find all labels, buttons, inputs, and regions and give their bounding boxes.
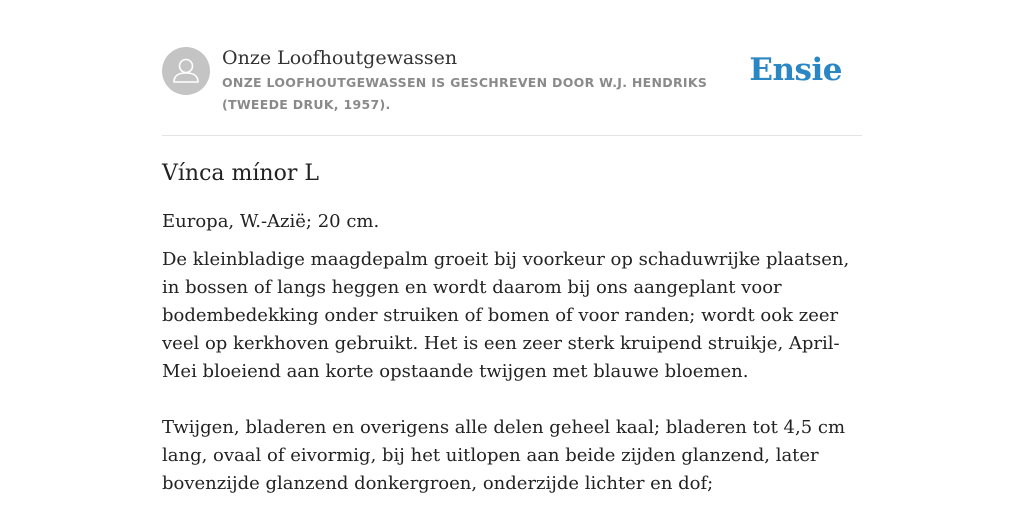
source-description: ONZE LOOFHOUTGEWASSEN IS GESCHREVEN DOOR W.J. HENDRIKS (TWEEDE DRUK, 1957). (222, 75, 708, 112)
source-info (222, 44, 762, 116)
divider (162, 135, 862, 136)
entry-title: Vínca mínor L (162, 161, 319, 186)
article-content (162, 158, 862, 508)
entry-paragraph: Twijgen, bladeren en overigens alle delen geheel kaal; bladeren tot 4,5 cm lang, ovaal of eivormig, bij het uitlopen aan beide zijden glanzend, later bovenzijde glanzend donkergroen, onderzijde lichter en dof; (162, 417, 846, 494)
page (162, 0, 862, 512)
entry-paragraph: De kleinbladige maagdepalm groeit bij voorkeur op schaduwrijke plaatsen, in bossen of langs heggen en wordt daarom bij ons aangeplant voor bodembedekking onder struiken of bomen of voor randen; wordt ook zeer veel op kerkhoven gebruikt. Het is een zeer sterk kruipend struikje, April-Mei bloeiend aan korte opstaande twijgen met blauwe bloemen. (162, 249, 850, 382)
brand-logo[interactable]: Ensie (749, 52, 842, 88)
avatar[interactable] (162, 47, 210, 95)
source-header (162, 44, 862, 124)
user-icon (162, 47, 210, 95)
entry-origin: Europa, W.-Azië; 20 cm. (162, 211, 380, 232)
source-title[interactable]: Onze Loofhoutgewassen (222, 47, 458, 69)
